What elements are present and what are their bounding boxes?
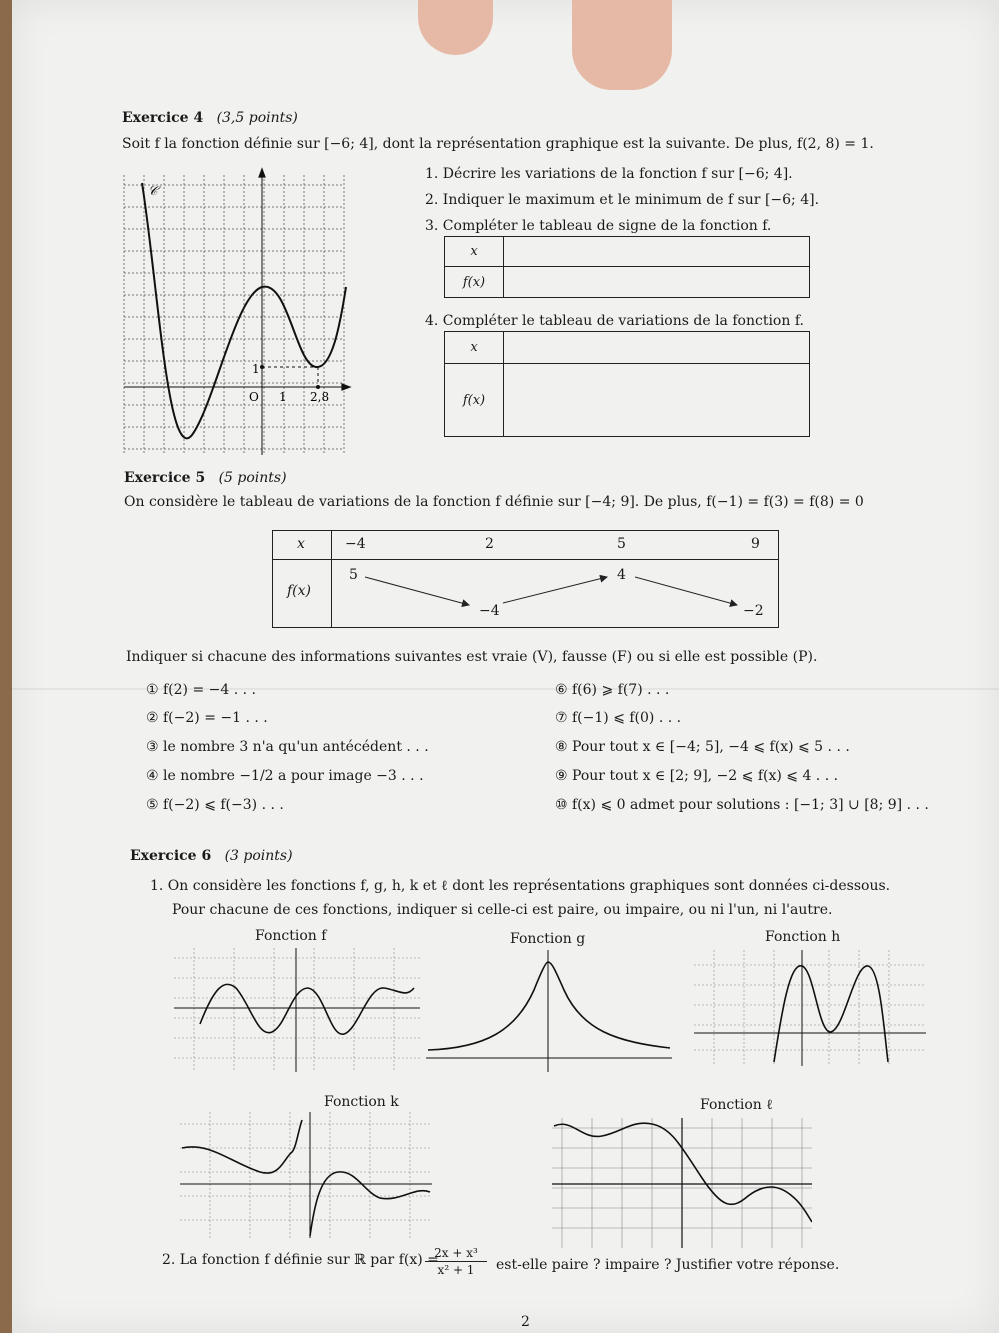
graph-g — [426, 950, 672, 1072]
ex6-q1-line2: Pour chacune de ces fonctions, indiquer si celle-ci est paire, ou impaire, ou ni l'un, ni l'autre. — [172, 902, 833, 918]
curve-label: 𝒞 — [148, 184, 158, 199]
ex5-intro: On considère le tableau de variations de la fonction f définie sur [−4; 9]. De plus, f(−1) = f(3) = f(8) = 0 — [124, 494, 864, 510]
ex6-title: Exercice 6 — [130, 848, 212, 864]
ex5-item-5: ⑤ f(−2) ⩽ f(−3) . . . — [146, 797, 284, 813]
ex4-heading — [122, 110, 298, 126]
ex5-x-value: −4 — [345, 536, 366, 552]
ex5-x-value: 5 — [617, 536, 626, 552]
ex5-item-1: ① f(2) = −4 . . . — [146, 682, 256, 698]
ex5-item-8: ⑧ Pour tout x ∈ [−4; 5], −4 ⩽ f(x) ⩽ 5 . . . — [555, 739, 850, 755]
graph-f — [174, 948, 420, 1072]
sign-table-x-label: x — [445, 237, 504, 267]
ex5-question: Indiquer si chacune des informations suivantes est vraie (V), fausse (F) ou si elle est possible (P). — [126, 649, 818, 665]
ex4-intro: Soit f la fonction définie sur [−6; 4], dont la représentation graphique est la suivante. De plus, f(2, 8) = 1. — [122, 136, 874, 152]
ex6-points: (3 points) — [224, 848, 293, 864]
ex4-question-4: 4. Compléter le tableau de variations de la fonction f. — [425, 313, 804, 329]
graph-title-f: Fonction f — [255, 928, 327, 944]
ex5-item-7: ⑦ f(−1) ⩽ f(0) . . . — [555, 710, 682, 726]
ex5-item-2: ② f(−2) = −1 . . . — [146, 710, 268, 726]
origin-label: O — [249, 390, 259, 404]
ex5-fx-label: f(x) — [287, 583, 312, 599]
ex5-heading — [124, 470, 287, 486]
graph-k — [180, 1112, 432, 1238]
ex5-arrows — [273, 531, 778, 627]
ex4-question-2: 2. Indiquer le maximum et le minimum de f sur [−6; 4]. — [425, 192, 820, 208]
variation-table — [444, 331, 810, 437]
variation-table-x-label: x — [445, 332, 504, 364]
finger — [572, 0, 672, 90]
graph-title-g: Fonction g — [510, 931, 586, 947]
ex5-item-4: ④ le nombre −1/2 a pour image −3 . . . — [146, 768, 424, 784]
ex4-title: Exercice 4 — [122, 110, 204, 126]
variation-table-fx-cell[interactable] — [504, 364, 810, 437]
fraction-denominator: x² + 1 — [437, 1263, 475, 1277]
ex6-q2-prefix: 2. La fonction f définie sur ℝ par f(x) = — [162, 1252, 439, 1268]
x28-label: 2,8 — [310, 390, 330, 404]
sign-table-fx-label: f(x) — [445, 267, 504, 298]
variation-table-fx-label: f(x) — [445, 364, 504, 437]
graph-title-h: Fonction h — [765, 929, 841, 945]
graph-title-l: Fonction ℓ — [700, 1097, 773, 1113]
ex4-question-3: 3. Compléter le tableau de signe de la fonction f. — [425, 218, 772, 234]
ex4-points: (3,5 points) — [216, 110, 298, 126]
ex5-item-10: ⑩ f(x) ⩽ 0 admet pour solutions : [−1; 3] ∪ [8; 9] . . . — [555, 797, 929, 813]
ex5-points: (5 points) — [218, 470, 287, 486]
ex5-f-value: 4 — [617, 567, 626, 583]
ex6-heading — [130, 848, 293, 864]
ex6-q1-line1: 1. On considère les fonctions f, g, h, k et ℓ dont les représentations graphiques sont données ci-dessous. — [150, 878, 891, 894]
sign-table-fx-cell[interactable] — [504, 267, 810, 298]
ex5-f-value: 5 — [349, 567, 358, 583]
fraction-numerator: 2x + x³ — [425, 1246, 487, 1262]
sign-table — [444, 236, 810, 298]
ex5-item-6: ⑥ f(6) ⩾ f(7) . . . — [555, 682, 670, 698]
graph-h — [694, 950, 926, 1066]
ex5-title: Exercice 5 — [124, 470, 206, 486]
ex5-f-value: −4 — [479, 603, 500, 619]
ex4-question-1: 1. Décrire les variations de la fonction f sur [−6; 4]. — [425, 166, 793, 182]
variation-table-x-cell[interactable] — [504, 332, 810, 364]
ex5-x-value: 9 — [751, 536, 760, 552]
page-number: 2 — [521, 1314, 530, 1330]
graph-l — [552, 1118, 812, 1248]
sign-table-x-cell[interactable] — [504, 237, 810, 267]
graph-title-k: Fonction k — [324, 1094, 399, 1110]
ex5-x-label: x — [297, 536, 305, 552]
ex6-q2-fraction — [425, 1246, 487, 1277]
x-one-label: 1 — [279, 390, 287, 404]
ex5-item-9: ⑨ Pour tout x ∈ [2; 9], −2 ⩽ f(x) ⩽ 4 . . . — [555, 768, 839, 784]
y-one-label: 1 — [252, 362, 260, 376]
ex4-graph — [118, 165, 354, 460]
ex6-q2-suffix: est-elle paire ? impaire ? Justifier votre réponse. — [496, 1257, 840, 1273]
ex5-variation-table — [272, 530, 779, 628]
ex5-f-value: −2 — [743, 603, 764, 619]
ex5-item-3: ③ le nombre 3 n'a qu'un antécédent . . . — [146, 739, 429, 755]
ex5-x-value: 2 — [485, 536, 494, 552]
